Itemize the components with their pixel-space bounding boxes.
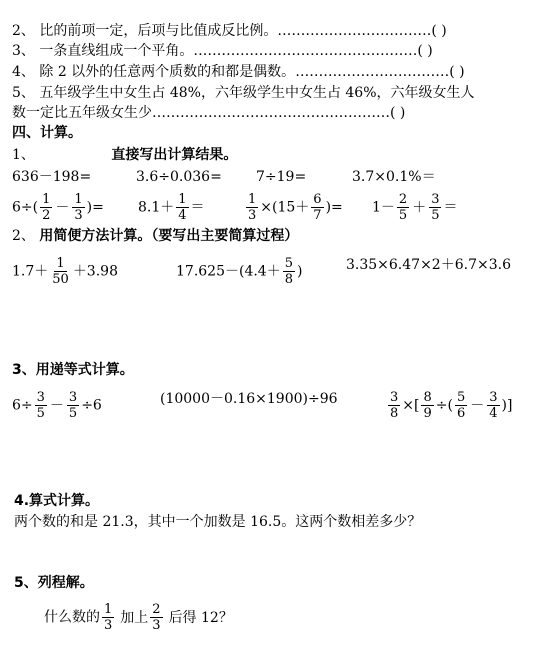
fraction xyxy=(40,192,52,223)
numerator: 3 xyxy=(489,390,498,405)
numerator: 3 xyxy=(431,192,440,207)
numerator: 8 xyxy=(423,390,432,405)
section-heading: 四、计算。 xyxy=(12,125,82,141)
fraction xyxy=(388,390,400,421)
expr-text: ÷6 xyxy=(81,397,102,414)
numerator: 1 xyxy=(74,192,83,207)
expr-text: ＋ xyxy=(412,199,427,216)
expr-text: 什么数的 xyxy=(44,609,100,626)
question-5-heading: 5、列程解。 xyxy=(14,575,94,591)
fraction xyxy=(176,192,188,223)
denominator: 3 xyxy=(152,618,161,633)
question-4-heading: 4.算式计算。 xyxy=(14,493,100,509)
expr-text: )] xyxy=(501,397,513,414)
expr-text: ＋3.98 xyxy=(72,263,118,280)
question-3-heading: 3、用递等式计算。 xyxy=(12,362,134,378)
expr-text: － xyxy=(55,199,70,216)
denominator: 5 xyxy=(68,406,78,421)
expr-text: － xyxy=(49,397,64,414)
fraction xyxy=(429,192,441,223)
expr-1-minus-fractions xyxy=(372,192,457,223)
tf-item-5-continued xyxy=(12,104,405,122)
item-number: 3、 xyxy=(12,43,35,59)
numerator: 1 xyxy=(56,256,65,271)
fraction xyxy=(35,390,47,421)
numerator: 1 xyxy=(178,192,187,207)
expr-text: 1－ xyxy=(372,199,395,216)
statement-text: 一条直线组成一个平角。 xyxy=(39,43,194,59)
fraction xyxy=(455,390,467,421)
question-2-heading xyxy=(12,227,298,245)
numerator: 2 xyxy=(152,602,161,617)
fraction xyxy=(150,602,162,633)
fraction xyxy=(72,192,84,223)
answer-parentheses: ( ) xyxy=(431,23,447,39)
answer-parentheses: ( ) xyxy=(390,105,406,121)
expr-text: )= xyxy=(325,199,343,216)
expr-text: 1.7＋ xyxy=(12,263,49,280)
numerator: 1 xyxy=(104,602,113,617)
item-number: 4、 xyxy=(12,64,35,80)
numerator: 1 xyxy=(42,192,51,207)
expr-text: ＝ xyxy=(443,199,458,216)
statement-text: 数一定比五年级女生少 xyxy=(12,105,152,121)
denominator: 50 xyxy=(52,272,69,287)
denominator: 2 xyxy=(42,208,51,223)
denominator: 4 xyxy=(178,208,187,223)
expr-6-div-fractions xyxy=(12,192,104,223)
fraction xyxy=(50,256,71,287)
expr-17-625-minus xyxy=(176,256,302,287)
numerator: 1 xyxy=(248,192,257,207)
question-title: 直接写出计算结果。 xyxy=(111,147,238,163)
denominator: 8 xyxy=(390,406,399,421)
denominator: 5 xyxy=(398,208,408,223)
expr-fraction-bracket xyxy=(386,390,512,421)
fraction xyxy=(283,256,295,287)
expr-text: 8.1＋ xyxy=(138,199,175,216)
expr-8-1-plus-fraction xyxy=(138,192,205,223)
expr-1-7-plus-fraction xyxy=(12,256,118,287)
question-1-heading xyxy=(12,146,237,164)
expr-fraction-times-sum xyxy=(244,192,343,223)
numerator: 3 xyxy=(36,390,45,405)
denominator: 9 xyxy=(423,406,432,421)
denominator: 6 xyxy=(456,406,466,421)
denominator: 5 xyxy=(431,208,440,223)
item-number: 2、 xyxy=(12,228,35,244)
denominator: 8 xyxy=(284,272,293,287)
answer-parentheses: ( ) xyxy=(449,64,465,80)
numerator: 5 xyxy=(456,390,466,405)
fraction xyxy=(487,390,499,421)
numerator: 3 xyxy=(390,390,399,405)
fraction xyxy=(246,192,258,223)
expr-text: － xyxy=(470,397,485,414)
fraction xyxy=(311,192,323,223)
item-number: 2、 xyxy=(12,23,35,39)
fraction xyxy=(397,192,409,223)
expr-text: )= xyxy=(86,199,104,216)
expr-3-6-div-0-036: 3.6÷0.036= xyxy=(136,169,222,185)
expr-3-7-times-percent: 3.7×0.1%＝ xyxy=(352,169,436,185)
expr-text: 6÷ xyxy=(12,397,33,414)
expr-text: ) xyxy=(297,263,303,280)
numerator: 3 xyxy=(68,390,78,405)
expr-7-div-19: 7÷19= xyxy=(256,169,307,185)
expr-text: 17.625－(4.4＋ xyxy=(176,263,281,280)
question-title: 用简便方法计算。（要写出主要简算过程） xyxy=(39,228,299,244)
denominator: 5 xyxy=(36,406,45,421)
statement-text: 除 2 以外的任意两个质数的和都是偶数。 xyxy=(39,64,296,80)
expr-636-minus-198: 636－198= xyxy=(12,169,92,185)
fraction xyxy=(67,390,79,421)
expr-6-div-fraction xyxy=(12,390,102,421)
expr-text: ÷( xyxy=(435,397,453,414)
question-5-text xyxy=(44,602,233,633)
item-number: 1、 xyxy=(12,147,35,163)
dot-leader: …………………………… xyxy=(277,23,432,39)
expr-10000-minus: (10000－0.16×1900)÷96 xyxy=(160,391,338,407)
item-number: 5、 xyxy=(12,85,35,101)
denominator: 4 xyxy=(489,406,498,421)
denominator: 7 xyxy=(313,208,322,223)
expr-text: 后得 12？ xyxy=(168,609,233,626)
denominator: 3 xyxy=(74,208,83,223)
tf-item-2 xyxy=(12,22,447,40)
statement-text: 五年级学生中女生占 48%，六年级学生中女生占 46%，六年级女生人 xyxy=(39,85,475,101)
statement-text: 比的前项一定，后项与比值成反比例。 xyxy=(39,23,278,39)
denominator: 3 xyxy=(104,618,113,633)
expr-text: ×[ xyxy=(402,397,420,414)
numerator: 6 xyxy=(313,192,322,207)
answer-parentheses: ( ) xyxy=(417,43,433,59)
expr-text: 6÷( xyxy=(12,199,39,216)
dot-leader: …………………………………………… xyxy=(152,105,390,121)
dot-leader: ………………………………………… xyxy=(193,43,418,59)
question-4-text: 两个数的和是 21.3，其中一个加数是 16.5。这两个数相差多少？ xyxy=(14,514,422,530)
tf-item-4 xyxy=(12,63,465,81)
tf-item-3 xyxy=(12,42,433,60)
fraction xyxy=(421,390,433,421)
dot-leader: …………………………… xyxy=(295,64,450,80)
denominator: 3 xyxy=(248,208,257,223)
fraction xyxy=(102,602,114,633)
numerator: 5 xyxy=(284,256,293,271)
tf-item-5 xyxy=(12,84,475,102)
expr-text: 加上 xyxy=(120,609,149,626)
expr-3-35-times: 3.35×6.47×2＋6.7×3.6 xyxy=(346,257,511,273)
expr-text: ×(15＋ xyxy=(260,199,310,216)
numerator: 2 xyxy=(398,192,408,207)
expr-text: ＝ xyxy=(190,199,205,216)
